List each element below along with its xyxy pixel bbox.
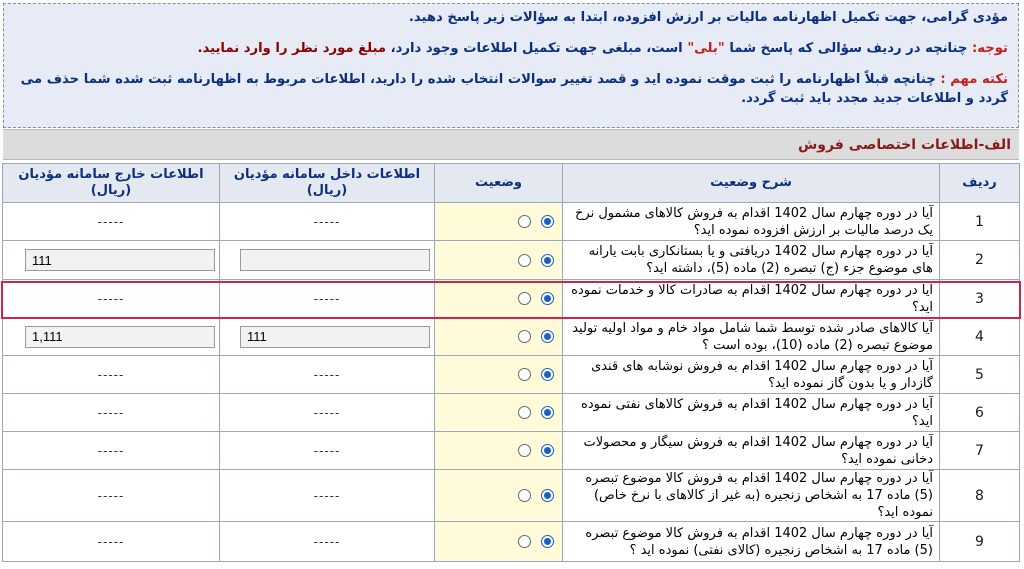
yes-radio[interactable]: [541, 406, 554, 419]
table-row: [3, 356, 1020, 394]
status-cell: [435, 394, 563, 432]
status-cell: [435, 318, 563, 356]
attention-label: توجه:: [972, 41, 1008, 56]
header-description: شرح وضعیت: [563, 164, 940, 203]
row-description: آیا در دوره چهارم سال 1402 اقدام به فروش سیگار و محصولات دخانی نموده اید؟: [563, 432, 940, 470]
yes-option[interactable]: [537, 215, 554, 228]
outside-system-value-empty: -----: [3, 522, 220, 562]
outside-system-value-empty: -----: [3, 280, 220, 318]
table-row: [3, 203, 1020, 241]
yes-radio[interactable]: [541, 215, 554, 228]
outside-system-value-empty: -----: [3, 394, 220, 432]
yes-radio[interactable]: [541, 368, 554, 381]
no-option[interactable]: [514, 406, 531, 419]
section-title: الف-اطلاعات اختصاصی فروش: [3, 129, 1019, 160]
row-description: آیا در دوره چهارم سال 1402 اقدام به فروش کالا موضوع تبصره (5) ماده 17 به اشخاص زنجیره (کالای نفتی) نموده اید ؟: [563, 522, 940, 562]
outside-system-value-empty: -----: [3, 432, 220, 470]
no-option[interactable]: [514, 368, 531, 381]
status-cell: [435, 203, 563, 241]
sales-questions-table: [2, 163, 1020, 562]
inside-system-value-empty: -----: [220, 432, 435, 470]
attention-quote: "بلی": [687, 41, 725, 56]
no-radio[interactable]: [518, 330, 531, 343]
outside-system-value-input[interactable]: [25, 249, 215, 271]
notice-panel: [3, 3, 1019, 128]
inside-system-value-input[interactable]: [240, 326, 430, 348]
no-radio[interactable]: [518, 489, 531, 502]
outside-system-value-cell: [3, 241, 220, 280]
inside-system-value-cell: [220, 241, 435, 280]
inside-system-value-empty: -----: [220, 470, 435, 522]
no-option[interactable]: [514, 254, 531, 267]
no-radio[interactable]: [518, 292, 531, 305]
table-row: [3, 394, 1020, 432]
outside-system-value-input[interactable]: [25, 326, 215, 348]
yes-option[interactable]: [537, 489, 554, 502]
yes-radio[interactable]: [541, 292, 554, 305]
header-row-number: ردیف: [940, 164, 1020, 203]
yes-radio[interactable]: [541, 254, 554, 267]
yes-option[interactable]: [537, 406, 554, 419]
no-option[interactable]: [514, 292, 531, 305]
table-row: [3, 522, 1020, 562]
row-number: 3: [940, 280, 1020, 318]
status-cell: [435, 522, 563, 562]
notice-attention: [12, 39, 1008, 58]
row-description: آیا در دوره چهارم سال 1402 اقدام به فروش نوشابه های قندی گازدار و یا بدون گاز نموده اید؟: [563, 356, 940, 394]
inside-system-value-empty: -----: [220, 522, 435, 562]
yes-option[interactable]: [537, 535, 554, 548]
header-outside-system: اطلاعات خارج سامانه مؤدیان (ریال): [3, 164, 220, 203]
inside-system-value-empty: -----: [220, 203, 435, 241]
row-description: آیا در دوره چهارم سال 1402 اقدام به فروش کالا موضوع تبصره (5) ماده 17 به اشخاص زنجیره (به غیر از کالاهای با نرخ خاص) نموده اید؟: [563, 470, 940, 522]
row-description: آیا در دوره چهارم سال 1402 اقدام به فروش کالاهای مشمول نرخ یک درصد مالیات بر ارزش افزوده نموده اید؟: [563, 203, 940, 241]
row-number: 6: [940, 394, 1020, 432]
yes-option[interactable]: [537, 254, 554, 267]
row-number: 5: [940, 356, 1020, 394]
table-row: [3, 280, 1020, 318]
outside-system-value-empty: -----: [3, 470, 220, 522]
important-text: چنانچه قبلاً اظهارنامه را ثبت موقت نموده اید و قصد تغییر سوالات انتخاب شده را دارید، اطلاعات مربوط به اظهارنامه ثبت شده شما حذف می گردد و اطلاعات جدید مجدد باید ثبت گردد.: [20, 72, 1008, 106]
yes-option[interactable]: [537, 292, 554, 305]
row-description: آیا کالاهای صادر شده توسط شما شامل مواد خام و مواد اولیه تولید موضوع تبصره (2) ماده (10)، بوده است ؟: [563, 318, 940, 356]
table-row: [3, 432, 1020, 470]
status-cell: [435, 280, 563, 318]
row-number: 2: [940, 241, 1020, 280]
status-cell: [435, 241, 563, 280]
table-row: [3, 318, 1020, 356]
inside-system-value-empty: -----: [220, 280, 435, 318]
no-option[interactable]: [514, 215, 531, 228]
notice-important: [12, 70, 1008, 108]
header-inside-system: اطلاعات داخل سامانه مؤدیان (ریال): [220, 164, 435, 203]
no-option[interactable]: [514, 444, 531, 457]
attention-suffix: مبلغ مورد نظر را وارد نمایید.: [197, 41, 387, 56]
no-option[interactable]: [514, 535, 531, 548]
header-status: وضعیت: [435, 164, 563, 203]
row-number: 9: [940, 522, 1020, 562]
status-cell: [435, 470, 563, 522]
no-radio[interactable]: [518, 215, 531, 228]
no-radio[interactable]: [518, 406, 531, 419]
row-number: 8: [940, 470, 1020, 522]
notice-intro: مؤدی گرامی، جهت تکمیل اظهارنامه مالیات بر ارزش افزوده، ابتدا به سؤالات زیر پاسخ دهید.: [408, 10, 1008, 25]
outside-system-value-empty: -----: [3, 203, 220, 241]
yes-option[interactable]: [537, 444, 554, 457]
attention-text: چنانچه در ردیف سؤالی که پاسخ شما: [724, 41, 972, 56]
yes-radio[interactable]: [541, 330, 554, 343]
row-description: آیا در دوره چهارم سال 1402 اقدام به صادرات کالا و خدمات نموده اید؟: [563, 280, 940, 318]
yes-radio[interactable]: [541, 489, 554, 502]
table-header-row: [3, 164, 1020, 203]
no-radio[interactable]: [518, 254, 531, 267]
outside-system-value-cell: [3, 318, 220, 356]
attention-text-2: است، مبلغی جهت تکمیل اطلاعات وجود دارد،: [386, 41, 688, 56]
inside-system-value-empty: -----: [220, 394, 435, 432]
no-radio[interactable]: [518, 444, 531, 457]
outside-system-value-empty: -----: [3, 356, 220, 394]
yes-radio[interactable]: [541, 535, 554, 548]
inside-system-value-input[interactable]: [240, 249, 430, 271]
row-number: 1: [940, 203, 1020, 241]
inside-system-value-empty: -----: [220, 356, 435, 394]
row-number: 4: [940, 318, 1020, 356]
row-description: آیا در دوره چهارم سال 1402 اقدام به فروش کالاهای نفتی نموده اید؟: [563, 394, 940, 432]
yes-radio[interactable]: [541, 444, 554, 457]
yes-option[interactable]: [537, 368, 554, 381]
no-option[interactable]: [514, 330, 531, 343]
yes-option[interactable]: [537, 330, 554, 343]
status-cell: [435, 432, 563, 470]
no-radio[interactable]: [518, 368, 531, 381]
table-row: [3, 241, 1020, 280]
row-description: آیا در دوره چهارم سال 1402 دریافتی و یا بستانکاری بابت یارانه های موضوع جزء (ج) تبصره (2) ماده (5)، داشته اید؟: [563, 241, 940, 280]
no-radio[interactable]: [518, 535, 531, 548]
row-number: 7: [940, 432, 1020, 470]
important-label: نکته مهم :: [940, 72, 1008, 87]
table-row: [3, 470, 1020, 522]
inside-system-value-cell: [220, 318, 435, 356]
no-option[interactable]: [514, 489, 531, 502]
status-cell: [435, 356, 563, 394]
